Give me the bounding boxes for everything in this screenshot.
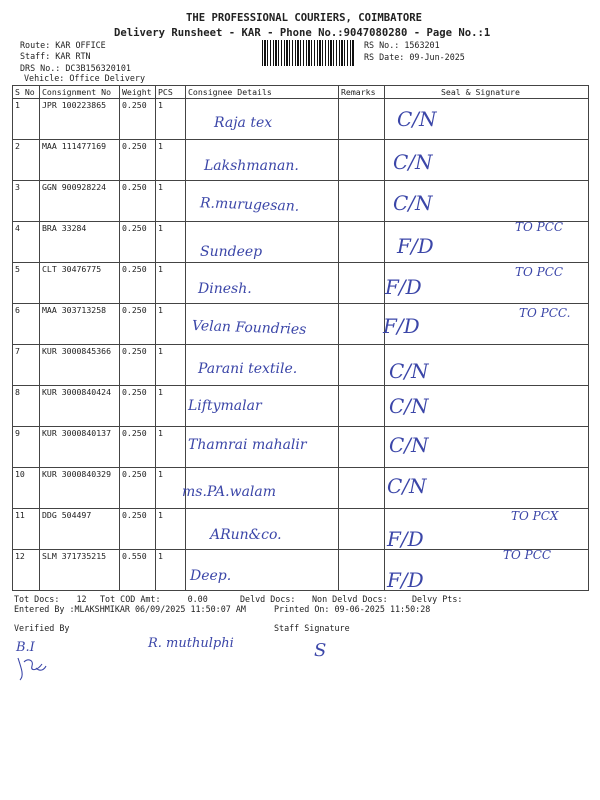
cell-consignment: DDG 504497 [40, 509, 120, 550]
routing-note: TO PCC [515, 220, 564, 234]
rs-number: RS No.: 1563201 [364, 40, 440, 50]
cell-seal [385, 550, 589, 591]
cell-pcs: 1 [156, 386, 186, 427]
seal-handwriting: F/D [387, 568, 424, 592]
cell-pcs: 1 [156, 99, 186, 140]
table-row [13, 468, 589, 509]
seal-handwriting: C/N [389, 433, 429, 457]
cell-sno: 8 [13, 386, 40, 427]
seal-handwriting: C/N [389, 394, 429, 418]
cell-sno: 12 [13, 550, 40, 591]
cell-seal [385, 99, 589, 140]
cell-consignment: BRA 33284 [40, 222, 120, 263]
table-row [13, 386, 589, 427]
cell-sno: 4 [13, 222, 40, 263]
route-text: Route: KAR OFFICE [20, 40, 106, 50]
cell-remarks [339, 427, 385, 468]
cell-remarks [339, 550, 385, 591]
table-row [13, 304, 589, 345]
cell-pcs: 1 [156, 181, 186, 222]
routing-note: TO PCC [503, 548, 552, 562]
header-weight: Weight [120, 86, 156, 99]
consignee-handwriting: ARun&co. [210, 527, 282, 543]
header-consignment: Consignment No [40, 86, 120, 99]
cell-consignee [186, 263, 339, 304]
cell-consignee [186, 345, 339, 386]
consignee-handwriting: Lakshmanan. [204, 158, 299, 174]
cell-weight: 0.250 [120, 140, 156, 181]
cell-consignee [186, 222, 339, 263]
seal-handwriting: C/N [397, 107, 437, 131]
cell-consignee [186, 304, 339, 345]
routing-note: TO PCC. [519, 306, 571, 320]
cell-consignee [186, 181, 339, 222]
cell-weight: 0.250 [120, 427, 156, 468]
cell-pcs: 1 [156, 263, 186, 304]
header-sno: S No [13, 86, 40, 99]
consignee-handwriting: Liftymalar [188, 398, 262, 414]
cell-seal [385, 140, 589, 181]
cell-weight: 0.550 [120, 550, 156, 591]
staff-signature-mark: S [314, 640, 327, 661]
seal-handwriting: C/N [389, 359, 429, 383]
seal-handwriting: F/D [397, 234, 434, 258]
cell-remarks [339, 468, 385, 509]
verified-signature-scribble [12, 652, 52, 682]
cell-pcs: 1 [156, 509, 186, 550]
cell-weight: 0.250 [120, 509, 156, 550]
total-cod-label: Tot COD Amt: [100, 594, 161, 604]
cell-remarks [339, 386, 385, 427]
cell-remarks [339, 181, 385, 222]
verified-by-label: Verified By [14, 623, 70, 633]
cell-weight: 0.250 [120, 468, 156, 509]
cell-consignment: KUR 3000845366 [40, 345, 120, 386]
table-row [13, 99, 589, 140]
cell-pcs: 1 [156, 140, 186, 181]
cell-consignee [182, 468, 339, 509]
cell-seal [385, 468, 589, 509]
cell-sno: 11 [13, 509, 40, 550]
cell-remarks [339, 140, 385, 181]
total-docs [14, 594, 87, 604]
consignee-handwriting: ms.PA.walam [182, 484, 277, 500]
cell-weight: 0.250 [120, 181, 156, 222]
consignee-handwriting: Deep. [190, 568, 232, 584]
cell-consignee [186, 550, 339, 591]
cell-consignment: MAA 111477169 [40, 140, 120, 181]
table-row [13, 263, 589, 304]
cell-remarks [339, 263, 385, 304]
total-cod-value: 0.00 [187, 594, 208, 604]
cell-consignment: MAA 303713258 [40, 304, 120, 345]
cell-seal [385, 304, 589, 345]
cell-sno: 5 [13, 263, 40, 304]
cell-consignment: JPR 100223865 [40, 99, 120, 140]
cell-remarks [339, 304, 385, 345]
total-docs-label: Tot Docs: [14, 594, 60, 604]
consignee-handwriting: Sundeep [200, 244, 263, 260]
cell-consignee [186, 99, 339, 140]
cell-sno: 1 [13, 99, 40, 140]
staff-text: Staff: KAR RTN [20, 51, 91, 61]
cell-pcs: 1 [156, 222, 186, 263]
cell-sno: 3 [13, 181, 40, 222]
cell-consignment: GGN 900928224 [40, 181, 120, 222]
cell-weight: 0.250 [120, 345, 156, 386]
receiver-signature: R. muthulphi [148, 636, 234, 651]
cell-pcs: 1 [156, 345, 186, 386]
table-row [13, 509, 589, 550]
barcode [262, 40, 354, 66]
cell-weight: 0.250 [120, 263, 156, 304]
cell-sno: 7 [13, 345, 40, 386]
rs-date: RS Date: 09-Jun-2025 [364, 52, 465, 62]
cell-seal [385, 386, 589, 427]
cell-sno: 9 [13, 427, 40, 468]
cell-seal [385, 509, 589, 550]
routing-note: TO PCX [511, 509, 559, 523]
cell-sno: 2 [13, 140, 40, 181]
document-title: THE PROFESSIONAL COURIERS, COIMBATORE [186, 12, 422, 24]
table-header-row [13, 86, 589, 99]
printed-on: Printed On: 09-06-2025 11:50:28 [274, 604, 431, 614]
delivery-points: Delvy Pts: [412, 594, 463, 604]
document-subtitle: Delivery Runsheet - KAR - Phone No.:9047080280 - Page No.:1 [114, 27, 491, 39]
cell-seal [385, 345, 589, 386]
entered-by: Entered By :MLAKSHMIKAR 06/09/2025 11:50:07 AM [14, 604, 246, 614]
cell-weight: 0.250 [120, 99, 156, 140]
cell-consignee [186, 509, 339, 550]
seal-handwriting: F/D [385, 275, 422, 299]
table-row [13, 222, 589, 263]
cell-consignment: KUR 3000840137 [40, 427, 120, 468]
consignee-handwriting: Velan Foundries [191, 318, 307, 338]
cell-pcs: 1 [156, 468, 186, 509]
cell-remarks [339, 345, 385, 386]
table-row [13, 427, 589, 468]
runsheet-table [12, 85, 589, 591]
table-row [13, 550, 589, 591]
cell-remarks [339, 509, 385, 550]
cell-seal [385, 181, 589, 222]
cell-sno: 10 [13, 468, 40, 509]
table-row [13, 140, 589, 181]
consignee-handwriting: R.murugesan. [199, 195, 300, 215]
cell-weight: 0.250 [120, 222, 156, 263]
seal-handwriting: F/D [387, 527, 424, 551]
table-row [13, 345, 589, 386]
table-row [13, 181, 589, 222]
cell-seal [385, 263, 589, 304]
cell-pcs: 1 [156, 304, 186, 345]
cell-consignment: KUR 3000840329 [40, 468, 120, 509]
header-remarks: Remarks [339, 86, 385, 99]
cell-remarks [339, 99, 385, 140]
cell-consignee [186, 427, 339, 468]
cell-pcs: 1 [156, 550, 186, 591]
header-pcs: PCS [156, 86, 186, 99]
seal-handwriting: C/N [393, 150, 433, 174]
cell-weight: 0.250 [120, 304, 156, 345]
seal-handwriting: C/N [387, 474, 427, 498]
cell-consignee [186, 140, 339, 181]
vehicle-text: Vehicle: Office Delivery [24, 73, 146, 83]
header-consignee: Consignee Details [186, 86, 339, 99]
cell-consignee [186, 386, 339, 427]
seal-handwriting: F/D [383, 314, 420, 338]
consignee-handwriting: Parani textile. [198, 361, 298, 377]
consignee-handwriting: Thamrai mahalir [188, 437, 307, 453]
staff-signature-label: Staff Signature [274, 623, 350, 633]
total-docs-value: 12 [76, 594, 87, 604]
consignee-handwriting: Dinesh. [198, 281, 252, 297]
cell-remarks [339, 222, 385, 263]
cell-sno: 6 [13, 304, 40, 345]
cell-seal [385, 222, 589, 263]
total-cod [100, 594, 208, 604]
cell-seal [385, 427, 589, 468]
drs-number: DRS No.: DC3B156320101 [20, 63, 131, 73]
delivered-docs: Delvd Docs: [240, 594, 296, 604]
verified-signature: B.I [16, 640, 35, 655]
non-delivered-docs: Non Delvd Docs: [312, 594, 388, 604]
cell-consignment: SLM 371735215 [40, 550, 120, 591]
seal-handwriting: C/N [393, 191, 433, 215]
cell-consignment: CLT 30476775 [40, 263, 120, 304]
consignee-handwriting: Raja tex [214, 115, 273, 131]
cell-pcs: 1 [156, 427, 186, 468]
cell-weight: 0.250 [120, 386, 156, 427]
routing-note: TO PCC [515, 265, 564, 279]
header-seal: Seal & Signature [385, 86, 589, 99]
cell-consignment: KUR 3000840424 [40, 386, 120, 427]
